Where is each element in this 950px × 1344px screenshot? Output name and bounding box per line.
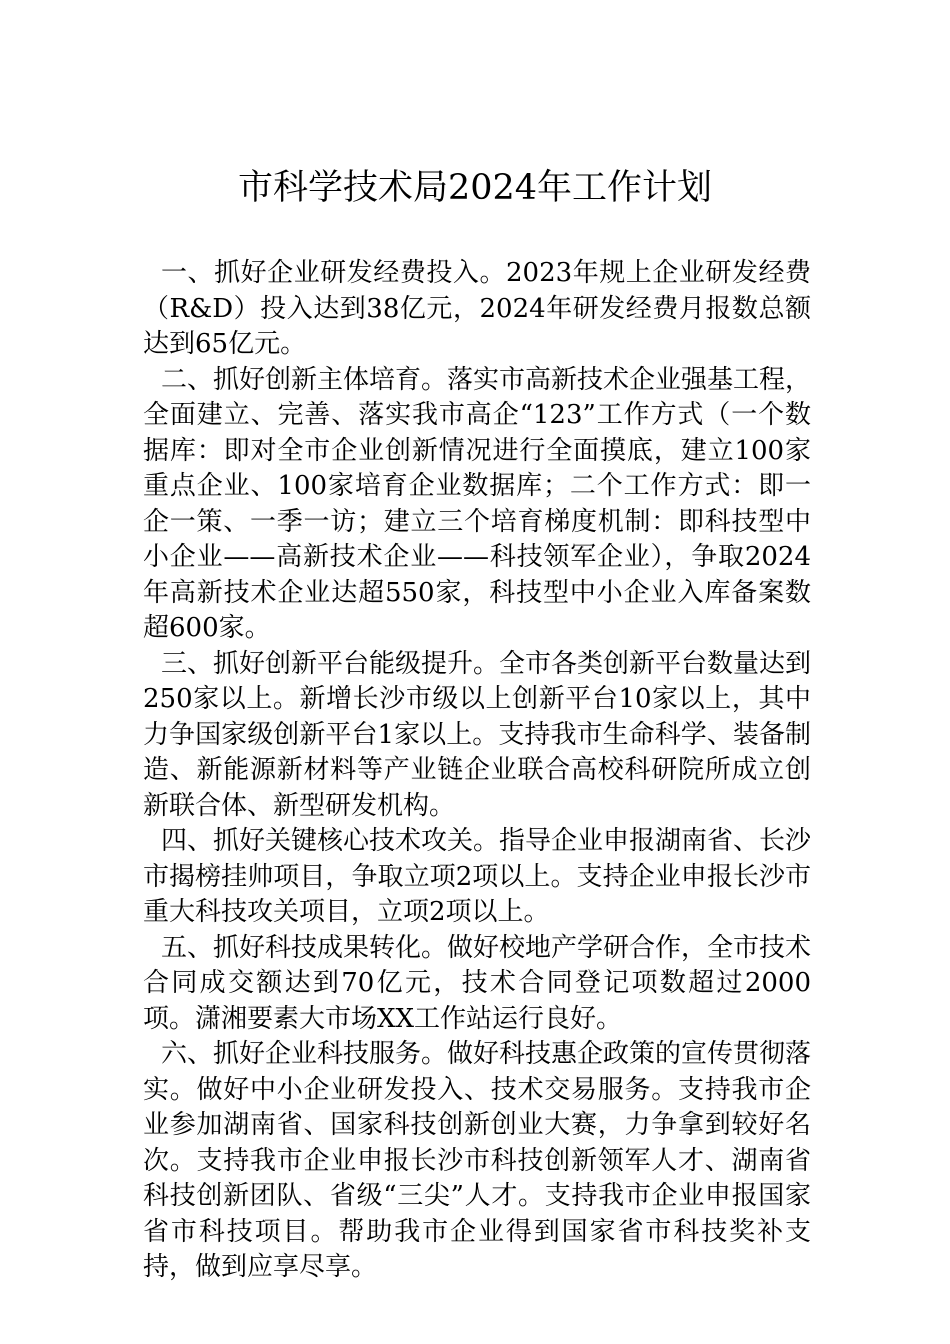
paragraph-5: 五、抓好科技成果转化。做好校地产学研合作，全市技术合同成交额达到70亿元，技术合同登记项数超过2000项。潇湘要素大市场XX工作站运行良好。 [143,932,812,1034]
paragraph-2: 二、抓好创新主体培育。落实市高新技术企业强基工程，全面建立、完善、落实我市高企“123”工作方式（一个数据库：即对全市企业创新情况进行全面摸底，建立100家重点企业、100家培育企业数据库；二个工作方式：即一企一策、一季一访；建立三个培育梯度机制：即科技型中小企业——高新技术企业——科技领军企业），争取2024年高新技术企业达超550家，科技型中小企业入库备案数超600家。 [143,364,812,643]
paragraph-6: 六、抓好企业科技服务。做好科技惠企政策的宣传贯彻落实。做好中小企业研发投入、技术交易服务。支持我市企业参加湖南省、国家科技创新创业大赛，力争拿到较好名次。支持我市企业申报长沙市科技创新领军人才、湖南省科技创新团队、省级“三尖”人才。支持我市企业申报国家省市科技项目。帮助我市企业得到国家省市科技奖补支持，做到应享尽享。 [143,1039,812,1282]
paragraph-4: 四、抓好关键核心技术攻关。指导企业申报湖南省、长沙市揭榜挂帅项目，争取立项2项以上。支持企业申报长沙市重大科技攻关项目，立项2项以上。 [143,826,812,927]
paragraph-3: 三、抓好创新平台能级提升。全市各类创新平台数量达到250家以上。新增长沙市级以上创新平台10家以上，其中力争国家级创新平台1家以上。支持我市生命科学、装备制造、新能源新材料等产业链企业联合高校科研院所成立创新联合体、新型研发机构。 [143,648,812,821]
paragraph-1: 一、抓好企业研发经费投入。2023年规上企业研发经费（R&D）投入达到38亿元，2024年研发经费月报数总额达到65亿元。 [143,258,811,359]
document-title: 市科学技术局2024年工作计划 [237,168,713,208]
document-body [143,256,811,1286]
